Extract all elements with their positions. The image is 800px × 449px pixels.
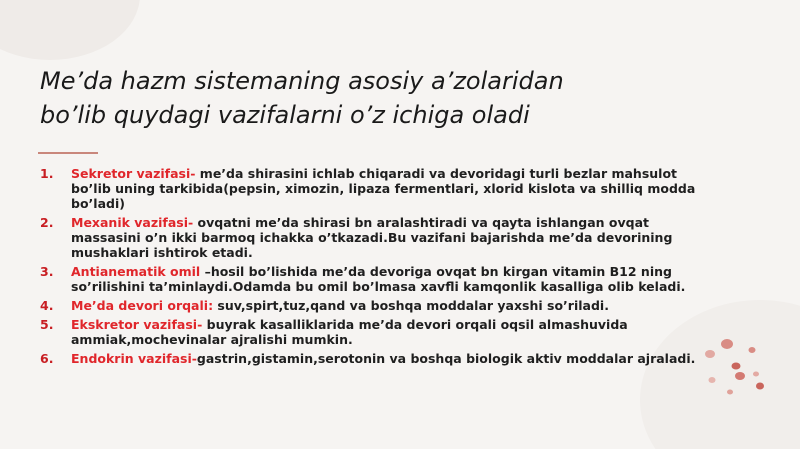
list-item-description: buyrak kasalliklarida me’da devori orqali oqsil almashuvida ammiak,mochevinalar ajralishi mumkin. xyxy=(71,317,628,347)
list-item-description: gastrin,gistamin,serotonin va boshqa biologik aktiv moddalar ajraladi. xyxy=(196,351,696,366)
list-item xyxy=(40,298,700,313)
list-item-number: 6. xyxy=(40,351,54,366)
decor-dot xyxy=(753,372,759,377)
title-divider xyxy=(38,152,98,154)
list-item-term: Endokrin vazifasi- xyxy=(71,351,197,366)
list-item-number: 4. xyxy=(40,298,54,313)
slide-title xyxy=(40,64,740,132)
background-blob-top-left xyxy=(0,0,140,60)
decor-dot xyxy=(721,339,733,349)
list-item-number: 5. xyxy=(40,317,54,332)
decorative-dots xyxy=(690,330,800,430)
list-item-description: suv,spirt,tuz,qand va boshqa moddalar yaxshi so’riladi. xyxy=(213,298,609,313)
slide-title-line-2: bo’lib quydagi vazifalarni o’z ichiga oladi xyxy=(40,101,530,129)
list-item-text xyxy=(71,264,700,294)
list-item-number: 3. xyxy=(40,264,54,279)
list-item-text xyxy=(71,351,700,366)
list-item xyxy=(40,317,700,347)
list-item-number: 2. xyxy=(40,215,54,230)
list-item-description: me’da shirasini ichlab chiqaradi va devoridagi turli bezlar mahsulot bo’lib uning tarkibida(pepsin, ximozin, lipaza fermentlari, xlorid kislota va shilliq modda bo’ladi) xyxy=(71,166,696,211)
decor-dot xyxy=(727,390,733,395)
list-item-text xyxy=(71,298,700,313)
list-item-text xyxy=(71,166,700,211)
function-list xyxy=(40,166,700,370)
list-item-term: Antianematik omil xyxy=(71,264,201,279)
decor-dot xyxy=(749,347,756,353)
list-item xyxy=(40,264,700,294)
list-item-term: Mexanik vazifasi- xyxy=(71,215,194,230)
list-item-number: 1. xyxy=(40,166,54,181)
decor-dot xyxy=(705,350,715,358)
decor-dot xyxy=(709,377,716,383)
list-item-term: Sekretor vazifasi- xyxy=(71,166,196,181)
list-item-term: Me’da devori orqali: xyxy=(71,298,214,313)
list-item xyxy=(40,215,700,260)
list-item xyxy=(40,351,700,366)
decor-dot xyxy=(732,363,741,370)
list-item-term: Ekskretor vazifasi- xyxy=(71,317,203,332)
list-item xyxy=(40,166,700,211)
decor-dot xyxy=(735,372,745,380)
list-item-text xyxy=(71,215,700,260)
list-item-description: ovqatni me’da shirasi bn aralashtiradi va qayta ishlangan ovqat massasini o’n ikki barmoq ichakka o’tkazadi.Bu vazifani bajarishda me’da devorining mushaklari ishtirok etadi. xyxy=(71,215,673,260)
list-item-text xyxy=(71,317,700,347)
list-item-description: –hosil bo’lishida me’da devoriga ovqat bn kirgan vitamin B12 ning so’rilishini ta’minlaydi.Odamda bu omil bo’lmasa xavfli kamqonlik kasalliga olib keladi. xyxy=(71,264,686,294)
slide-title-line-1: Me’da hazm sistemaning asosiy a’zolaridan xyxy=(40,67,564,95)
decor-dot xyxy=(756,383,764,390)
